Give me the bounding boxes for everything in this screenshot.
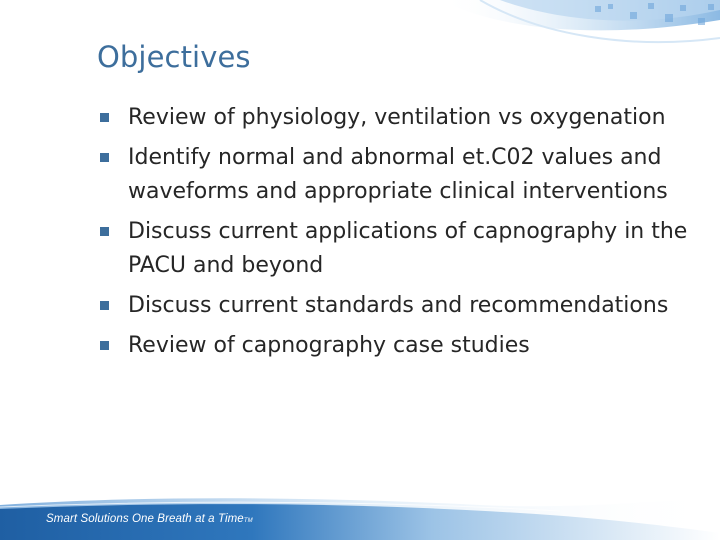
bullet-text: Discuss current standards and recommendations: [128, 293, 669, 318]
square-bullet-icon: [100, 113, 109, 122]
bullet-list: [100, 101, 715, 369]
bullet-text: Discuss current applications of capnography in the PACU and beyond: [128, 219, 688, 278]
bullet-text: Review of capnography case studies: [128, 333, 530, 358]
bullet-item: [100, 141, 715, 209]
bullet-item: [100, 101, 715, 135]
square-bullet-icon: [100, 227, 109, 236]
footer-tagline: [46, 513, 253, 525]
footer-tagline-text: Smart Solutions One Breath at a Time: [46, 513, 244, 525]
trademark-mark: TM: [243, 518, 253, 524]
bullet-text: Review of physiology, ventilation vs oxygenation: [128, 105, 666, 130]
bullet-item: [100, 289, 715, 323]
slide-title: Objectives: [97, 40, 251, 74]
square-bullet-icon: [100, 153, 109, 162]
square-bullet-icon: [100, 301, 109, 310]
bullet-item: [100, 215, 715, 283]
bullet-text: Identify normal and abnormal et.C02 values and waveforms and appropriate clinical interventions: [128, 145, 668, 204]
bullet-item: [100, 329, 715, 363]
top-decorative-swoosh: [380, 0, 720, 70]
square-bullet-icon: [100, 341, 109, 350]
